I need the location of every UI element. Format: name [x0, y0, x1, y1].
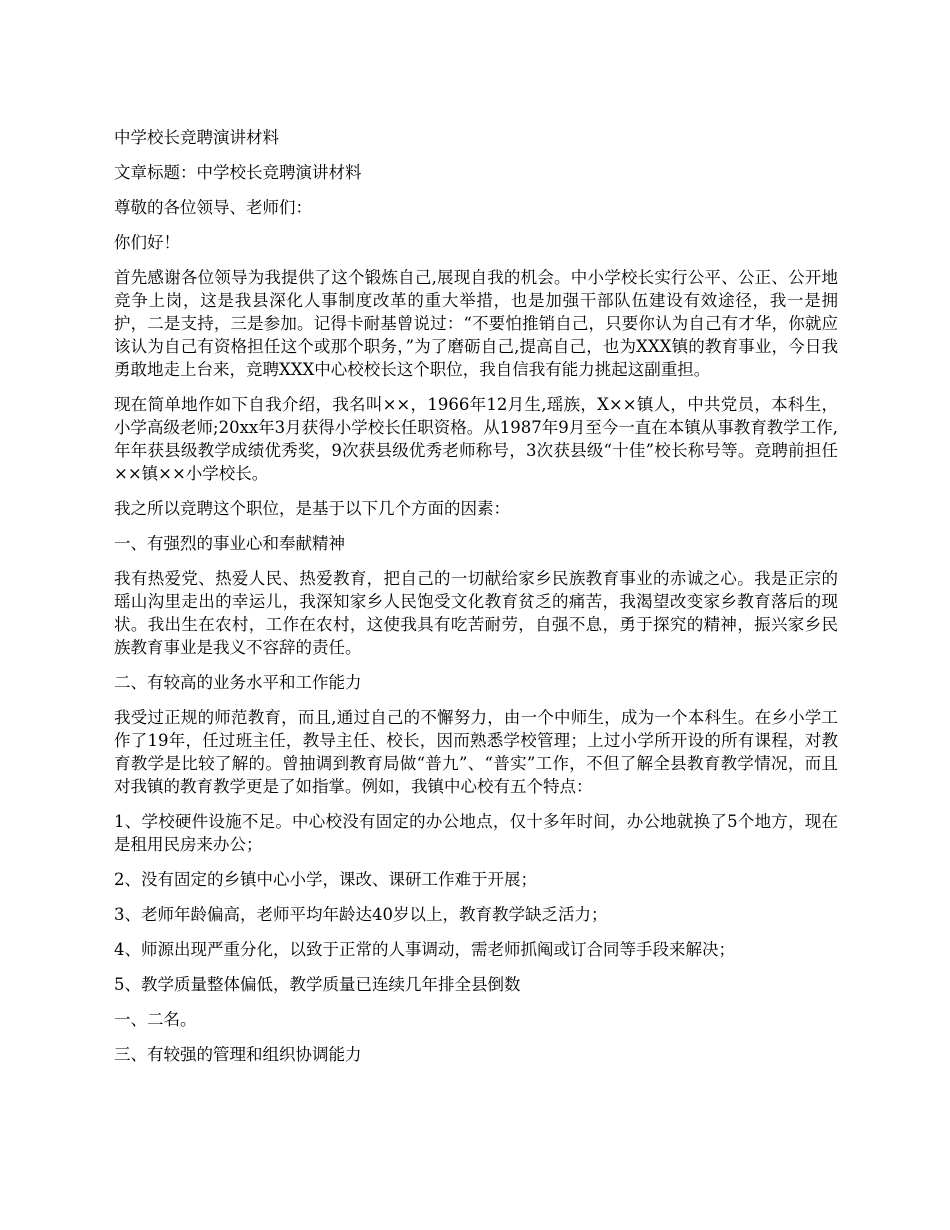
section-2-paragraph: 我受过正规的师范教育，而且,通过自己的不懈努力，由一个中师生，成为一个本科生。在乡小学工作了19年，任过班主任，教导主任、校长，因而熟悉学校管理；上过小学所开设的所有课程，对教育教学是比较了解的。曾抽调到教育局做“普九”、“普实”工作，不但了解全县教育教学情况，而且对我镇的教育教学更是了如指掌。例如，我镇中心校有五个特点： [114, 708, 838, 796]
list-item-3: 3、老师年龄偏高，老师平均年龄达40岁以上，教育教学缺乏活力； [114, 905, 608, 924]
section-heading-1: 一、有强烈的事业心和奉献精神 [114, 534, 345, 553]
list-item-4: 4、师源出现严重分化，以致于正常的人事调动，需老师抓阄或订合同等手段来解决； [114, 940, 735, 959]
self-introduction-paragraph: 现在简单地作如下自我介绍，我名叫××，1966年12月生,瑶族，X××镇人，中共党员，本科生，小学高级老师;20xx年3月获得小学校长任职资格。从1987年9月至今一直在本镇从事教育教学工作,年年获县级教学成绩优秀奖，9次获县级优秀老师称号，3次获县级“十佳”校长称号等。竞聘前担任××镇××小学校长。 [114, 395, 838, 483]
greeting: 你们好！ [114, 233, 180, 252]
list-item-5-continuation: 一、二名。 [114, 1010, 197, 1029]
document-title: 中学校长竞聘演讲材料 [114, 128, 279, 147]
section-heading-3: 三、有较强的管理和组织协调能力 [114, 1045, 362, 1064]
list-item-2: 2、没有固定的乡镇中心小学，课改、课研工作难于开展； [114, 870, 537, 889]
reasons-intro: 我之所以竞聘这个职位，是基于以下几个方面的因素： [114, 499, 510, 518]
article-title-line: 文章标题：中学校长竞聘演讲材料 [114, 163, 362, 182]
list-item-1: 1、学校硬件设施不足。中心校没有固定的办公地点，仅十多年时间，办公地就换了5个地方，现在是租用民房来办公； [114, 812, 838, 854]
section-heading-2: 二、有较高的业务水平和工作能力 [114, 673, 362, 692]
document-body [114, 126, 838, 1078]
list-item-5: 5、教学质量整体偏低，教学质量已连续几年排全县倒数 [114, 975, 521, 994]
intro-paragraph: 首先感谢各位领导为我提供了这个锻炼自己,展现自我的机会。中小学校长实行公平、公正、公开地竞争上岗，这是我县深化人事制度改革的重大举措，也是加强干部队伍建设有效途径，我一是拥护，二是支持，三是参加。记得卡耐基曾说过：“不要怕推销自己，只要你认为自己有才华，你就应该认为自己有资格担任这个或那个职务，”为了磨砺自己,提高自己，也为XXX镇的教育事业，今日我勇敢地走上台来，竞聘XXX中心校校长这个职位，我自信我有能力挑起这副重担。 [114, 268, 838, 379]
section-1-paragraph: 我有热爱党、热爱人民、热爱教育，把自己的一切献给家乡民族教育事业的赤诚之心。我是正宗的瑶山沟里走出的幸运儿，我深知家乡人民饱受文化教育贫乏的痛苦，我渴望改变家乡教育落后的现状。我出生在农村，工作在农村，这使我具有吃苦耐劳，自强不息，勇于探究的精神，振兴家乡民族教育事业是我义不容辞的责任。 [114, 569, 838, 657]
salutation: 尊敬的各位领导、老师们： [114, 198, 312, 217]
